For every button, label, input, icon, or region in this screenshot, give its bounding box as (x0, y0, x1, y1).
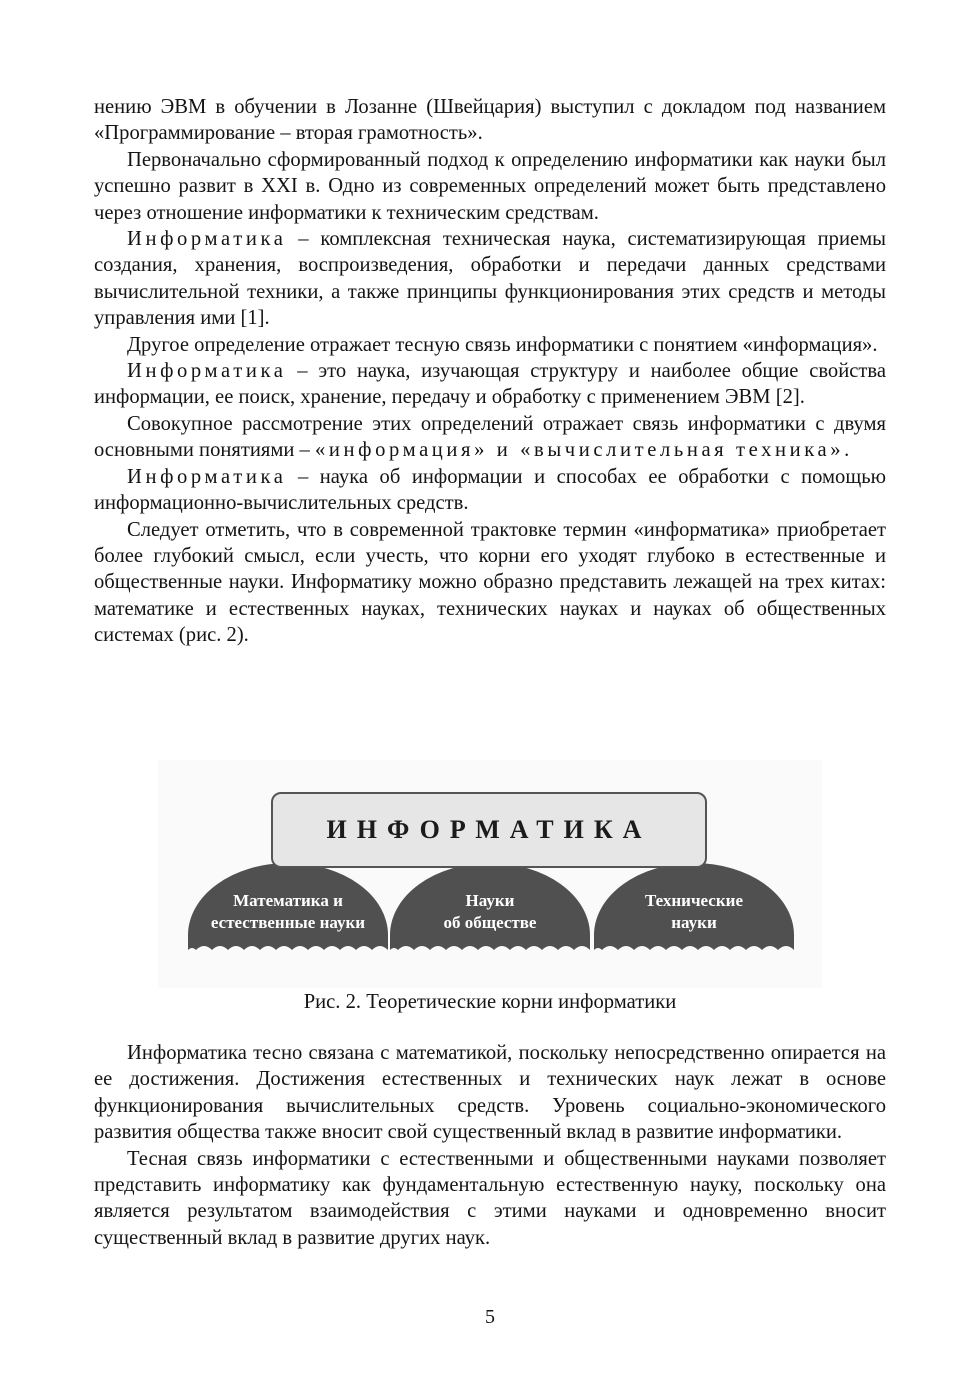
text-block-bottom (94, 1040, 886, 1251)
page-number: 5 (485, 1306, 495, 1328)
spaced-term: Информатика (127, 465, 287, 488)
definition-paragraph: Информатика – это наука, изучающая структуру и наиболее общие свойства информации, ее поиск, хранение, передачу и обработку с применением ЭВМ [2]. (94, 360, 886, 409)
dome-label-social: Науки об обществе (443, 891, 537, 932)
dome-label-mathematics: Математика и естественные науки (210, 891, 366, 932)
spaced-term: Информатика (127, 228, 287, 251)
spaced-term: Информатика (127, 360, 287, 383)
paragraph: Другое определение отражает тесную связь информатики с понятием «информация». (127, 333, 878, 356)
paragraph: Первоначально сформированный подход к определению информатики как науки был успешно развит в XXI в. Одно из современных определений может быть представлено через отношение информатики к техническим средствам. (94, 148, 886, 224)
paragraph: Следует отметить, что в современной трактовке термин «информатика» приобретает более глубокий смысл, если учесть, что корни его уходят глубоко в естественные и общественные науки. Информатику можно образно представить лежащей на трех китах: математике и естественных науках, технических науках и науках об общественных системах (рис. 2). (94, 518, 886, 647)
figure-caption: Рис. 2. Теоретические корни информатики (303, 991, 677, 1013)
paragraph: нению ЭВМ в обучении в Лозанне (Швейцария) выступил с докладом под названием «Программирование – вторая грамотность». (94, 96, 886, 145)
paragraph: Тесная связь информатики с естественными и общественными науками позволяет представить информатику как фундаментальную естественную науку, поскольку она является результатом взаимодействия с этими науками и одновременно вносит существенный вклад в развитие других наук. (94, 1147, 886, 1249)
figure-title: ИНФОРМАТИКА (326, 815, 652, 844)
spaced-term: «информация» и «вычислительная техника». (315, 439, 853, 462)
definition-paragraph: Информатика – наука об информации и способах ее обработки с помощью информационно-вычислительных средств. (94, 465, 886, 515)
paragraph: Информатика тесно связана с математикой, поскольку непосредственно опирается на ее достижения. Достижения естественных и технических наук лежат в основе функционирования вычислительных средств. Уровень социально-экономического развития общества также вносит свой существенный вклад в развитие информатики. (94, 1042, 886, 1144)
text-block-top (94, 94, 886, 649)
dome-label-technical: Технические науки (644, 891, 743, 932)
paragraph: Совокупное рассмотрение этих определений отражает связь информатики с двумя основными понятиями – «информация» и «вычислительная техника». (94, 412, 886, 462)
definition-paragraph: Информатика – комплексная техническая наука, систематизирующая приемы создания, хранения, воспроизведения, обработки и передачи данных средствами вычислительной техники, а также принципы функционирования этих средств и методы управления ими [1]. (94, 228, 886, 330)
figure-title-box (271, 792, 707, 868)
figure-roots-of-informatics (158, 760, 822, 988)
